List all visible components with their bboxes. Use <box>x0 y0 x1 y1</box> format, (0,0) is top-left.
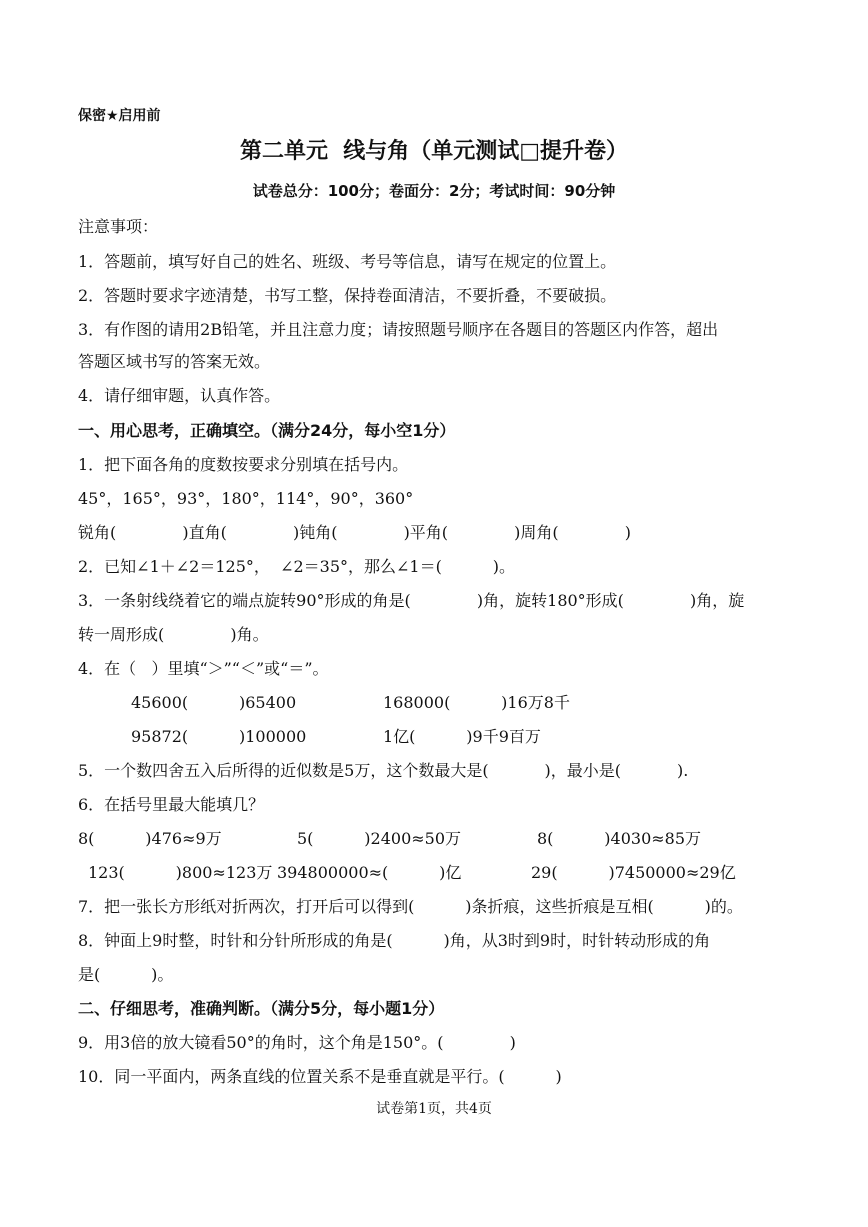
question-7: 7．把一张长方形纸对折两次，打开后可以得到( )条折痕，这些折痕是互相( )的。 <box>78 897 743 916</box>
notes-heading: 注意事项： <box>78 217 159 236</box>
note-item: 3．有作图的请用2B铅笔，并且注意力度；请按照题号顺序在各题目的答题区内作答，超出 <box>78 320 719 339</box>
question-4-item: 95872( )100000 <box>131 727 307 746</box>
question-3-line1: 3．一条射线绕着它的端点旋转90°形成的角是( )角，旋转180°形成( )角，旋 <box>78 591 745 610</box>
question-4: 4．在（ ）里填“＞”“＜”或“＝”。 <box>78 659 329 678</box>
question-1-blanks: 锐角( )直角( )钝角( )平角( )周角( ) <box>78 523 632 542</box>
question-6-item: 8( )4030≈85万 <box>537 829 702 848</box>
page-footer: 试卷第1页，共4页 <box>376 1101 492 1117</box>
question-1: 1．把下面各角的度数按要求分别填在括号内。 <box>78 455 409 474</box>
note-item: 1．答题前，填写好自己的姓名、班级、考号等信息，请写在规定的位置上。 <box>78 252 617 271</box>
question-6-item: 123( )800≈123万 <box>88 863 273 882</box>
question-2: 2．已知∠1＋∠2＝125°， ∠2＝35°，那么∠1＝( )。 <box>78 557 515 576</box>
question-6-item: 8( )476≈9万 <box>78 829 222 848</box>
question-8-line1: 8．钟面上9时整，时针和分针所形成的角是( )角，从3时到9时，时针转动形成的角 <box>78 931 711 950</box>
question-4-item: 168000( )16万8千 <box>383 693 570 712</box>
question-6-item: 5( )2400≈50万 <box>297 829 462 848</box>
note-item: 4．请仔细审题，认真作答。 <box>78 386 281 405</box>
page-title: 第二单元 线与角（单元测试□提升卷） <box>239 139 629 164</box>
question-3-line2: 转一周形成( )角。 <box>78 625 269 644</box>
question-10: 10．同一平面内，两条直线的位置关系不是垂直就是平行。( ) <box>78 1067 562 1086</box>
question-4-item: 1亿( )9千9百万 <box>383 727 541 746</box>
question-8-line2: 是( )。 <box>78 965 174 984</box>
section1-heading: 一、用心思考，正确填空。（满分24分，每小空1分） <box>78 421 456 440</box>
question-6-item: 394800000≈( )亿 <box>277 863 462 882</box>
note-item: 2．答题时要求字迹清楚，书写工整，保持卷面清洁，不要折叠，不要破损。 <box>78 286 617 305</box>
question-1-values: 45°，165°，93°，180°，114°，90°，360° <box>78 489 414 508</box>
confidential-label: 保密★启用前 <box>78 108 161 124</box>
question-4-item: 45600( )65400 <box>131 693 297 712</box>
question-5: 5．一个数四舍五入后所得的近似数是5万，这个数最大是( )，最小是( ). <box>78 761 689 780</box>
note-item: 答题区域书写的答案无效。 <box>78 352 271 371</box>
question-6: 6．在括号里最大能填几？ <box>78 795 265 814</box>
question-6-item: 29( )7450000≈29亿 <box>531 863 736 882</box>
section2-heading: 二、仔细思考，准确判断。（满分5分，每小题1分） <box>78 999 445 1018</box>
question-9: 9．用3倍的放大镜看50°的角时，这个角是150°。( ) <box>78 1033 516 1052</box>
exam-info: 试卷总分：100分；卷面分：2分；考试时间：90分钟 <box>252 182 616 200</box>
